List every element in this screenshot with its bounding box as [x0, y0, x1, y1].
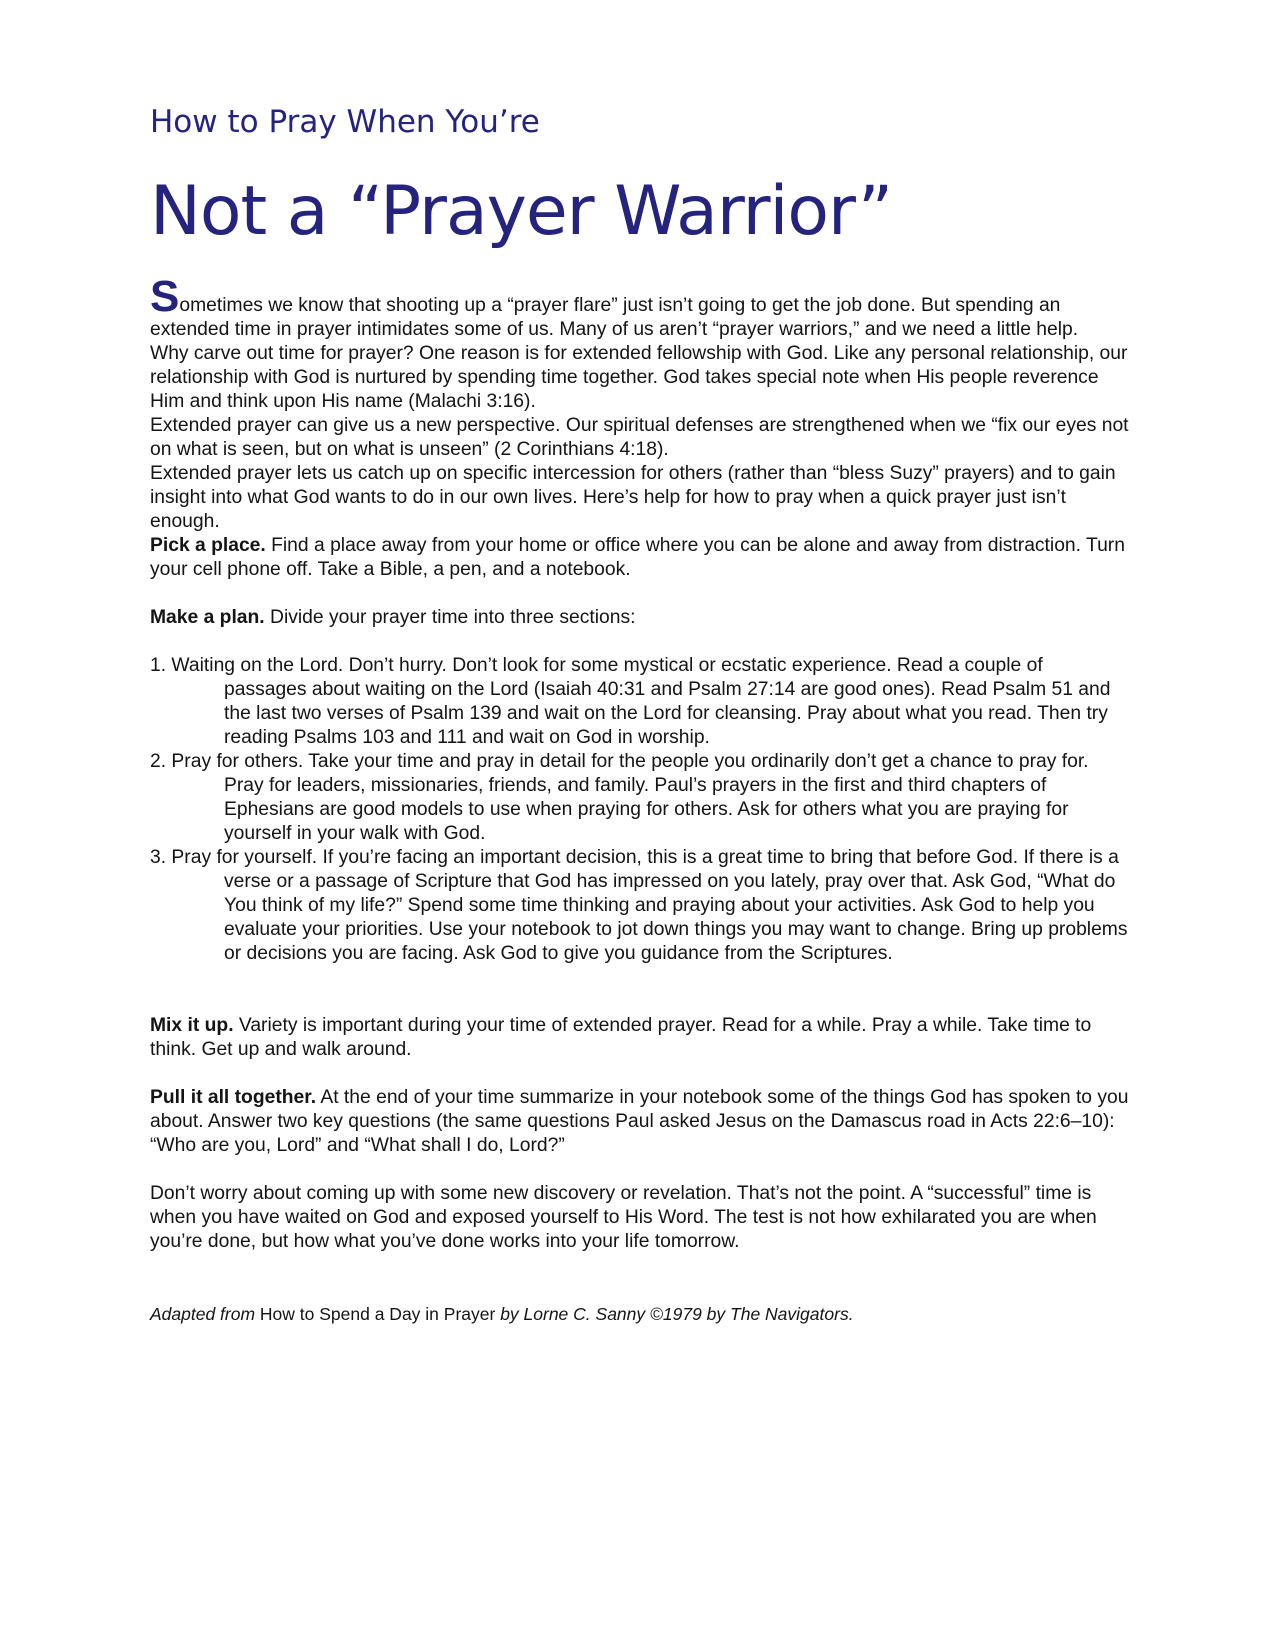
spacer — [150, 582, 1130, 606]
prayer-steps-list — [150, 654, 1130, 966]
section-mix-it-up-text: Variety is important during your time of extended prayer. Read for a while. Pray a while. Take time to think. Get up and walk around. — [150, 1015, 1092, 1060]
article-body — [150, 272, 1130, 1326]
spacer — [150, 1158, 1130, 1182]
intro-paragraph-2: Why carve out time for prayer? One reason is for extended fellowship with God. Like any personal relationship, our relationship with God is nurtured by spending time together. God takes special note when His people reverence Him and think upon His name (Malachi 3:16). — [150, 343, 1128, 412]
spacer — [150, 1254, 1130, 1302]
section-pull-it-together-lead: Pull it all together. — [150, 1087, 317, 1108]
section-mix-it-up — [150, 1014, 1130, 1062]
credit-prefix: Adapted from — [150, 1304, 260, 1324]
section-pull-it-together-text: At the end of your time summarize in your notebook some of the things God has spoken to you about. Answer two key questions (the same questions Paul asked Jesus on the Damascus road in Acts 22:6–10): “Who are you, Lord” and “What shall I do, Lord?” — [150, 1087, 1129, 1156]
spacer — [150, 1062, 1130, 1086]
credit-suffix: by Lorne C. Sanny ©1979 by The Navigators. — [495, 1304, 854, 1324]
section-pull-it-together — [150, 1086, 1130, 1158]
list-item: 2. Pray for others. Take your time and pray in detail for the people you ordinarily don’t get a chance to pray for. Pray for leaders, missionaries, friends, and family. Paul’s prayers in the first and third chapters of Ephesians are good models to use when praying for others. Ask for others what you are praying for yourself in your walk with God. — [150, 751, 1089, 844]
intro-paragraph-1-text: ometimes we know that shooting up a “prayer flare” just isn’t going to get the job done. But spending an extended time in prayer intimidates some of us. Many of us aren’t “prayer warriors,” and we need a little help. — [150, 295, 1079, 340]
section-make-a-plan — [150, 606, 1130, 630]
section-mix-it-up-lead: Mix it up. — [150, 1015, 234, 1036]
section-pick-a-place-lead: Pick a place. — [150, 535, 266, 556]
intro-paragraph-4: Extended prayer lets us catch up on specific intercession for others (rather than “bless Suzy” prayers) and to gain insight into what God wants to do in our own lives. Here’s help for how to pray when a quick prayer just isn’t enough. — [150, 463, 1116, 532]
section-make-a-plan-text: Divide your prayer time into three sections: — [264, 607, 636, 628]
section-pick-a-place — [150, 534, 1130, 582]
section-pick-a-place-text: Find a place away from your home or office where you can be alone and away from distraction. Turn your cell phone off. Take a Bible, a pen, and a notebook. — [150, 535, 1125, 580]
closing-paragraph: Don’t worry about coming up with some new discovery or revelation. That’s not the point. A “successful” time is when you have waited on God and exposed yourself to His Word. The test is not how exhilarated you are when you’re done, but how what you’ve done works into your life tomorrow. — [150, 1183, 1097, 1252]
article-title: Not a “Prayer Warrior” — [150, 172, 893, 251]
section-make-a-plan-lead: Make a plan. — [150, 607, 265, 628]
article-kicker: How to Pray When You’re — [150, 104, 540, 140]
spacer — [150, 966, 1130, 1014]
credit-book-title: How to Spend a Day in Prayer — [259, 1304, 496, 1324]
drop-cap: S — [150, 272, 180, 321]
intro-paragraph-3: Extended prayer can give us a new perspective. Our spiritual defenses are strengthened when we “fix our eyes not on what is seen, but on what is unseen” (2 Corinthians 4:18). — [150, 415, 1129, 460]
source-credit — [150, 1302, 1130, 1326]
intro-paragraph-1 — [150, 272, 1130, 342]
list-item: 1. Waiting on the Lord. Don’t hurry. Don’t look for some mystical or ecstatic experience. Read a couple of passages about waiting on the Lord (Isaiah 40:31 and Psalm 27:14 are good ones). Read Psalm 51 and the last two verses of Psalm 139 and wait on the Lord for cleansing. Pray about what you read. Then try reading Psalms 103 and 111 and wait on God in worship. — [150, 655, 1111, 748]
spacer — [150, 630, 1130, 654]
list-item: 3. Pray for yourself. If you’re facing an important decision, this is a great time to bring that before God. If there is a verse or a passage of Scripture that God has impressed on you lately, pray over that. Ask God, “What do You think of my life?” Spend some time thinking and praying about your activities. Ask God to help you evaluate your priorities. Use your notebook to jot down things you may want to change. Bring up problems or decisions you are facing. Ask God to give you guidance from the Scriptures. — [150, 847, 1128, 964]
